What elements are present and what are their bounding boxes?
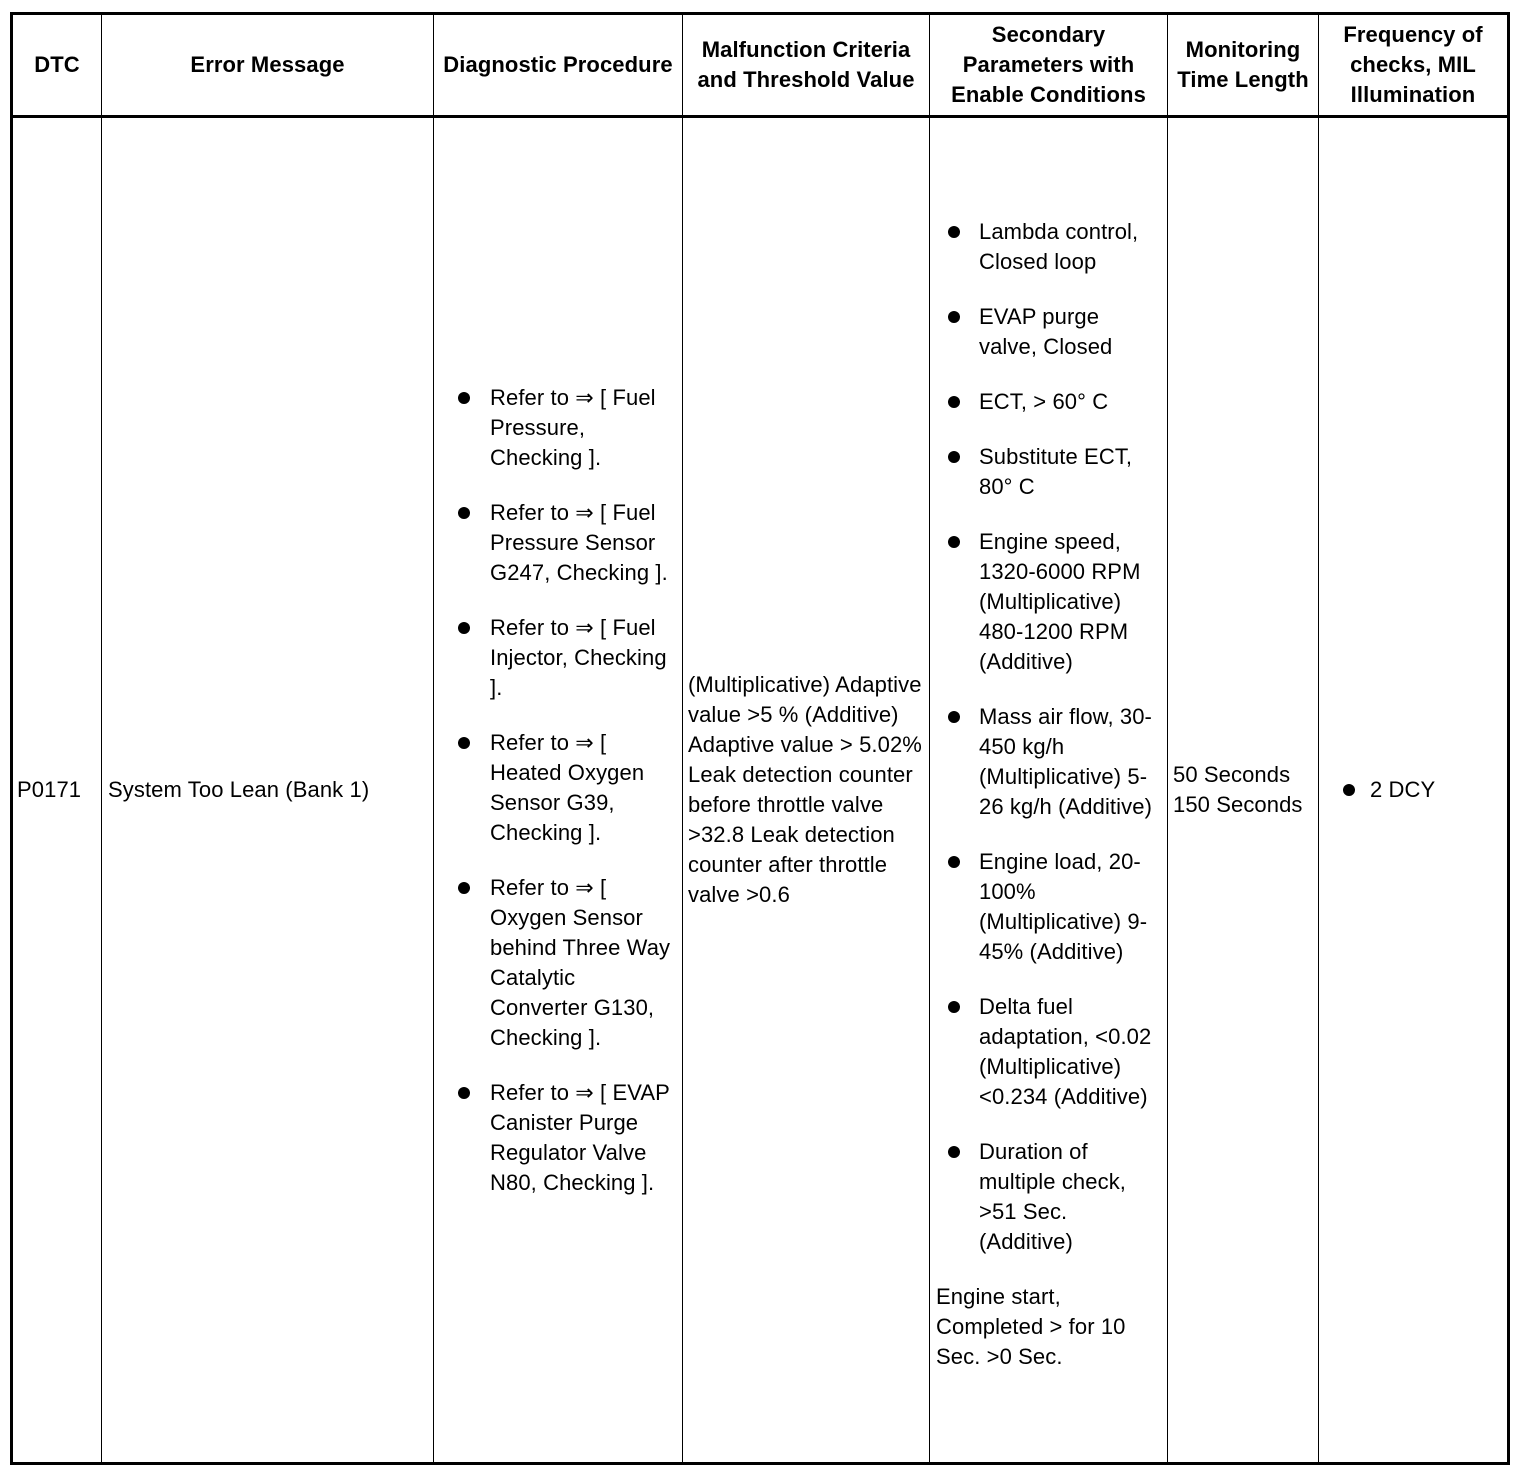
parameter-text: Engine load, 20-100% (Multiplicative) 9-45% (Additive) xyxy=(979,848,1148,964)
bullet-icon xyxy=(948,226,960,238)
list-item xyxy=(936,302,1163,362)
bullet-icon xyxy=(458,1087,470,1099)
parameter-text: Mass air flow, 30-450 kg/h (Multiplicative) 5-26 kg/h (Additive) xyxy=(979,703,1152,819)
list-item xyxy=(456,383,678,473)
list-item xyxy=(936,1137,1163,1257)
list-item xyxy=(456,613,678,703)
parameter-text: Lambda control, Closed loop xyxy=(979,218,1139,274)
list-item xyxy=(936,217,1163,277)
secondary-parameters-list xyxy=(936,217,1163,1257)
cell-dtc: P0171 xyxy=(12,117,102,1464)
bullet-icon xyxy=(948,856,960,868)
procedure-text: Refer to ⇒ [ Heated Oxygen Sensor G39, Checking ]. xyxy=(490,729,645,845)
list-item xyxy=(456,1078,678,1198)
parameter-text: EVAP purge valve, Closed xyxy=(979,303,1113,359)
procedure-text: Refer to ⇒ [ EVAP Canister Purge Regulator Valve N80, Checking ]. xyxy=(490,1079,670,1195)
header-diagnostic-procedure: Diagnostic Procedure xyxy=(434,14,683,117)
cell-frequency xyxy=(1319,117,1509,1464)
bullet-icon xyxy=(948,311,960,323)
header-dtc: DTC xyxy=(12,14,102,117)
parameter-text: Delta fuel adaptation, <0.02 (Multiplicative) <0.234 (Additive) xyxy=(979,993,1152,1109)
header-row xyxy=(12,14,1509,117)
bullet-icon xyxy=(458,392,470,404)
bullet-icon xyxy=(458,737,470,749)
secondary-note: Engine start, Completed > for 10 Sec. >0 Sec. xyxy=(936,1283,1126,1369)
parameter-text: Engine speed, 1320-6000 RPM (Multiplicative) 480-1200 RPM (Additive) xyxy=(979,528,1141,674)
bullet-icon xyxy=(458,507,470,519)
bullet-icon xyxy=(948,711,960,723)
monitoring-time-line: 50 Seconds xyxy=(1173,762,1291,787)
list-item xyxy=(936,527,1163,677)
list-item xyxy=(456,873,678,1053)
bullet-icon xyxy=(458,882,470,894)
header-error-message: Error Message xyxy=(102,14,434,117)
header-secondary-parameters: Secondary Parameters with Enable Conditions xyxy=(930,14,1168,117)
parameter-text: Substitute ECT, 80° C xyxy=(979,443,1133,499)
parameter-text: Duration of multiple check, >51 Sec. (Additive) xyxy=(979,1138,1127,1254)
frequency-list xyxy=(1341,775,1507,805)
cell-secondary-parameters xyxy=(930,117,1168,1464)
procedure-text: Refer to ⇒ [ Oxygen Sensor behind Three Way Catalytic Converter G130, Checking ]. xyxy=(490,874,671,1050)
cell-diagnostic-procedure xyxy=(434,117,683,1464)
parameter-text: ECT, > 60° C xyxy=(979,388,1109,414)
bullet-icon xyxy=(1343,784,1355,796)
diagnostic-procedure-list xyxy=(456,383,678,1198)
cell-error-message: System Too Lean (Bank 1) xyxy=(102,117,434,1464)
monitoring-time-line: 150 Seconds xyxy=(1173,792,1303,817)
procedure-text: Refer to ⇒ [ Fuel Injector, Checking ]. xyxy=(490,614,667,700)
bullet-icon xyxy=(948,396,960,408)
header-malfunction-criteria: Malfunction Criteria and Threshold Value xyxy=(683,14,930,117)
header-frequency: Frequency of checks, MIL Illumination xyxy=(1319,14,1509,117)
procedure-text: Refer to ⇒ [ Fuel Pressure Sensor G247, Checking ]. xyxy=(490,499,668,585)
bullet-icon xyxy=(948,451,960,463)
bullet-icon xyxy=(948,1146,960,1158)
header-monitoring-time: Monitoring Time Length xyxy=(1168,14,1319,117)
list-item xyxy=(1341,775,1507,805)
list-item xyxy=(456,728,678,848)
dtc-table xyxy=(10,12,1510,1465)
bullet-icon xyxy=(948,1001,960,1013)
table-row xyxy=(12,117,1509,1464)
list-item xyxy=(456,498,678,588)
list-item xyxy=(936,847,1163,967)
procedure-text: Refer to ⇒ [ Fuel Pressure, Checking ]. xyxy=(490,384,656,470)
list-item xyxy=(936,387,1163,417)
list-item xyxy=(936,702,1163,822)
frequency-text: 2 DCY xyxy=(1370,777,1436,802)
bullet-icon xyxy=(458,622,470,634)
list-item xyxy=(936,992,1163,1112)
cell-monitoring-time xyxy=(1168,117,1319,1464)
bullet-icon xyxy=(948,536,960,548)
cell-malfunction-criteria: (Multiplicative) Adaptive value >5 % (Additive) Adaptive value > 5.02% Leak detection counter before throttle valve >32.8 Leak detection counter after throttle valve >0.6 xyxy=(683,117,930,1464)
list-item xyxy=(936,442,1163,502)
